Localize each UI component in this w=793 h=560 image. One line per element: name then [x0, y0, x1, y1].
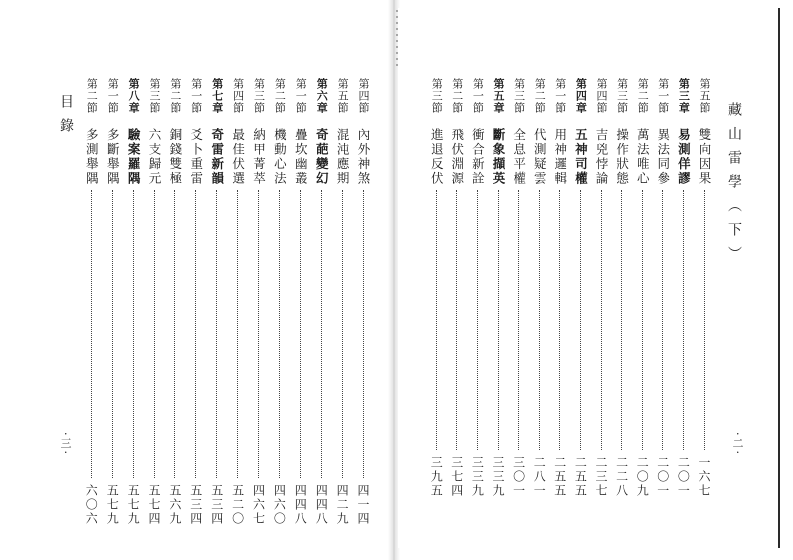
toc-page-number: 五六九	[167, 484, 182, 526]
toc-entry-title: 五神司權	[573, 128, 589, 186]
toc-entry	[427, 78, 445, 498]
dot-leader	[456, 190, 457, 450]
toc-section-label: 第四節	[357, 78, 370, 114]
dot-leader	[621, 190, 622, 450]
dot-leader	[112, 190, 113, 478]
toc-page-number: 二五五	[573, 456, 588, 498]
toc-section-label: 第二節	[85, 78, 99, 114]
toc-entry-title: 爻卜重雷	[188, 128, 204, 186]
dot-leader	[279, 190, 280, 478]
toc-entry	[489, 78, 507, 498]
toc-page-number: 二〇一	[655, 456, 670, 498]
toc-section-label: 第一節	[656, 78, 670, 114]
toc-page-number: 五二〇	[230, 484, 245, 526]
toc-entry-title: 進退反伏	[429, 128, 445, 186]
toc-page-number: 四一四	[356, 484, 370, 526]
toc-entry	[571, 78, 589, 498]
toc-entry	[145, 78, 163, 526]
dot-leader	[662, 190, 663, 450]
dot-leader	[601, 190, 602, 450]
toc-section-label: 第五節	[336, 78, 350, 114]
toc-section-label: 第四節	[231, 78, 245, 114]
toc-section-label: 第三節	[615, 78, 629, 114]
toc-entry-title: 內外神煞	[356, 128, 371, 186]
dot-leader	[704, 190, 705, 450]
toc-entry-title: 斷象擷英	[491, 128, 506, 186]
toc-entry-title: 操作狀態	[614, 128, 630, 186]
right-page	[398, 8, 780, 548]
toc-page-number: 二五五	[552, 456, 567, 498]
toc-page-number: 四四八	[314, 484, 329, 526]
toc-entry-title: 奇葩變幻	[314, 128, 330, 186]
toc-section-label: 第三節	[252, 78, 266, 114]
dot-leader	[133, 190, 134, 478]
toc-entry	[312, 78, 330, 526]
dot-leader	[518, 190, 519, 450]
toc-entry	[695, 78, 713, 498]
toc-section-label: 第三節	[148, 78, 161, 114]
toc-entry	[633, 78, 651, 498]
dot-leader	[174, 190, 175, 478]
toc-entry	[291, 78, 309, 526]
toc-section-label: 第二節	[168, 78, 182, 114]
toc-section-label: 第一節	[189, 78, 203, 114]
toc-entry	[82, 78, 100, 526]
dot-leader	[683, 190, 684, 450]
toc-entry-title: 驗案羅隅	[126, 128, 142, 186]
toc-entry	[654, 78, 672, 498]
toc-page-number: 二二八	[614, 456, 629, 498]
toc-entry-title: 多斷舉隅	[105, 128, 121, 186]
toc-entry-title: 混沌應期	[335, 128, 351, 186]
dot-leader	[258, 190, 259, 478]
toc-entry-title: 異法同參	[655, 128, 671, 186]
toc-entry	[510, 78, 528, 498]
toc-page-number: 五七九	[126, 484, 141, 526]
toc-entry-title: 機動心法	[272, 128, 288, 186]
toc-entry-title: 最佳伏選	[230, 128, 246, 186]
dot-leader	[237, 190, 238, 478]
dot-leader	[321, 190, 322, 478]
dot-leader	[216, 190, 217, 478]
toc-page-number: 四四八	[293, 484, 308, 526]
toc-entry-title: 六支歸元	[147, 128, 162, 186]
toc-page-number: 三三九	[491, 456, 505, 498]
toc-section-label: 第一節	[106, 78, 120, 114]
toc-page-number: 三〇一	[511, 456, 526, 498]
toc-entry	[250, 78, 268, 526]
toc-page-number: 二三七	[594, 456, 608, 498]
dot-leader	[300, 190, 301, 478]
dot-leader	[559, 190, 560, 450]
toc-entry-title: 易測佯謬	[676, 128, 692, 186]
toc-page-number: 四二九	[335, 484, 350, 526]
dot-leader	[195, 190, 196, 478]
toc-page-number: 一六七	[697, 456, 711, 498]
toc-entry-title: 吉兇悖論	[594, 128, 609, 186]
toc-page-number: 三九五	[429, 456, 444, 498]
toc-entry-title: 奇雷新韻	[209, 128, 225, 186]
toc-page-number: 五三四	[209, 484, 224, 526]
toc-entry-title: 納甲菁萃	[251, 128, 267, 186]
toc-entry	[166, 78, 184, 526]
left-page-folio: ·三·	[59, 432, 72, 456]
toc-chapter-label: 第四章	[574, 78, 588, 114]
toc-page-number: 三三九	[470, 456, 485, 498]
toc-section-label: 第四節	[595, 78, 608, 114]
toc-chapter-label: 第六章	[315, 78, 329, 114]
left-page	[18, 8, 390, 548]
toc-entry-title: 疊坎幽叢	[293, 128, 309, 186]
toc-entry	[551, 78, 569, 498]
toc-entry	[448, 78, 466, 498]
toc-entry-title: 銅錢雙極	[167, 128, 183, 186]
toc-section-label: 第三節	[430, 78, 444, 114]
dot-leader	[498, 190, 499, 450]
toc-entry-title: 萬法唯心	[635, 128, 651, 186]
toc-page-number: 六〇六	[84, 484, 99, 526]
toc-entry	[613, 78, 631, 498]
toc-entry-title: 飛伏淵源	[449, 128, 465, 186]
dot-leader	[154, 190, 155, 478]
toc-entry-title: 雙向因果	[697, 128, 712, 186]
right-page-header: 藏山雷學（下）	[726, 102, 742, 270]
toc-entry	[270, 78, 288, 526]
toc-entry	[674, 78, 692, 498]
toc-page-number: 三七四	[449, 456, 464, 498]
toc-entry	[333, 78, 351, 526]
dot-leader	[363, 190, 364, 478]
toc-section-label: 第一節	[471, 78, 485, 114]
right-page-folio: ·二·	[731, 432, 744, 456]
toc-entry	[124, 78, 142, 526]
toc-page-number: 五三四	[188, 484, 203, 526]
toc-entry	[187, 78, 205, 526]
toc-entry	[229, 78, 247, 526]
toc-chapter-label: 第七章	[210, 78, 224, 114]
left-page-header: 目錄	[58, 94, 74, 142]
dot-leader	[91, 190, 92, 478]
toc-page-number: 二八一	[532, 456, 547, 498]
toc-entry	[530, 78, 548, 498]
toc-entry-title: 衝合新詮	[470, 128, 486, 186]
toc-section-label: 第二節	[533, 78, 547, 114]
toc-page-number: 四六〇	[272, 484, 287, 526]
toc-section-label: 第一節	[553, 78, 567, 114]
dot-leader	[539, 190, 540, 450]
toc-entry	[103, 78, 121, 526]
toc-page-number: 五七四	[147, 484, 161, 526]
dot-leader	[342, 190, 343, 478]
dot-leader	[642, 190, 643, 450]
toc-page-number: 二〇九	[635, 456, 650, 498]
toc-page-number: 四六七	[251, 484, 266, 526]
toc-entry-title: 用神邏輯	[552, 128, 568, 186]
toc-chapter-label: 第五章	[492, 78, 505, 114]
toc-entry	[208, 78, 226, 526]
dot-leader	[436, 190, 437, 450]
toc-section-label: 第二節	[636, 78, 650, 114]
toc-entry-title: 代測疑雲	[532, 128, 548, 186]
toc-chapter-label: 第三章	[677, 78, 691, 114]
toc-page-number: 二〇一	[676, 456, 691, 498]
toc-section-label: 第三節	[512, 78, 526, 114]
toc-section-label: 第五節	[698, 78, 711, 114]
toc-chapter-label: 第八章	[127, 78, 141, 114]
toc-entry	[354, 78, 372, 526]
dot-leader	[477, 190, 478, 450]
toc-section-label: 第二節	[450, 78, 464, 114]
toc-entry-title: 全息平權	[511, 128, 527, 186]
toc-entry-title: 多測舉隅	[84, 128, 100, 186]
toc-entry	[592, 78, 610, 498]
dot-leader	[580, 190, 581, 450]
toc-section-label: 第一節	[294, 78, 308, 114]
toc-page-number: 五七九	[105, 484, 120, 526]
toc-entry	[468, 78, 486, 498]
toc-section-label: 第二節	[273, 78, 287, 114]
